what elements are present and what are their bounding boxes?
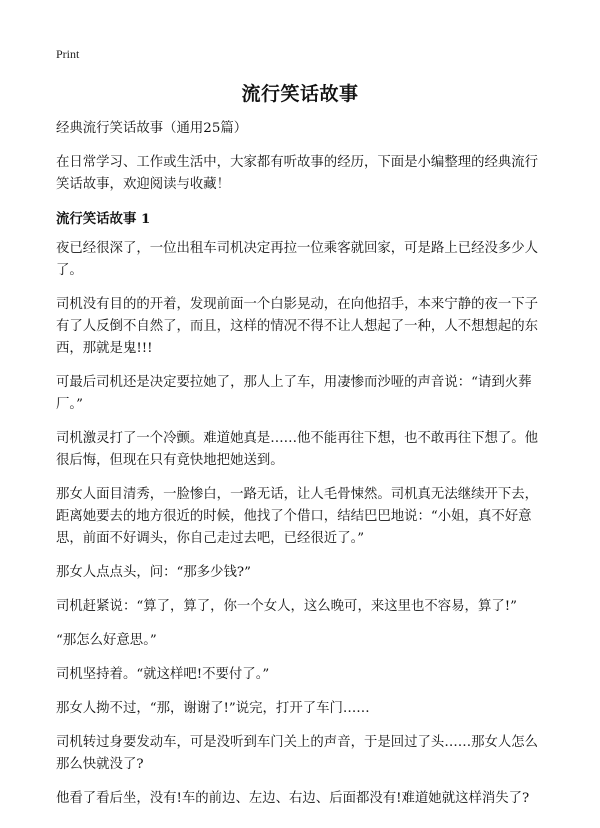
story-paragraph: 他看了看后坐，没有!车的前边、左边、右边、后面都没有!难道她就这样消失了? bbox=[56, 791, 530, 806]
article-title: 流行笑话故事 bbox=[241, 83, 359, 105]
story-paragraph: 司机激灵打了一个冷颤。难道她真是……他不能再往下想，也不敢再往下想了。他很后悔，但现在只有竟快地把她送到。 bbox=[56, 431, 539, 468]
article-subtitle: 经典流行笑话故事（通用25篇） bbox=[56, 121, 248, 136]
story-paragraph: 夜已经很深了，一位出租车司机决定再拉一位乘客就回家，可是路上已经没多少人了。 bbox=[56, 241, 539, 278]
story-paragraph: 那女人面目清秀，一脸惨白，一路无话，让人毛骨悚然。司机真无法继续开下去，距离她要去的地方很近的时候，他找了个借口，结结巴巴地说：“小姐，真不好意思，前面不好调头，你自己走过去吧，已经很近了。” bbox=[56, 487, 539, 546]
story-paragraph: 那女人点点头，问：“那多少钱?” bbox=[56, 565, 251, 580]
story-paragraph: 那女人拗不过，“那，谢谢了!”说完，打开了车门…… bbox=[56, 701, 370, 716]
story-paragraph: 司机转过身要发动车，可是没听到车门关上的声音，于是回过了头……那女人怎么那么快就没了? bbox=[56, 735, 539, 772]
section-heading: 流行笑话故事 1 bbox=[56, 211, 151, 227]
story-paragraph: 司机坚持着。“就这样吧!不要付了。” bbox=[56, 667, 270, 682]
intro-paragraph: 在日常学习、工作或生活中，大家都有听故事的经历，下面是小编整理的经典流行笑话故事，欢迎阅读与收藏！ bbox=[56, 155, 539, 192]
story-paragraph: “那怎么好意思。” bbox=[56, 633, 157, 648]
story-paragraph: 司机没有目的的开着，发现前面一个白影晃动，在向他招手，本来宁静的夜一下子有了人反倒不自然了，而且，这样的情况不得不让人想起了一种，人不想想起的东西，那就是鬼!!! bbox=[56, 297, 539, 356]
story-paragraph: 可最后司机还是决定要拉她了，那人上了车，用凄惨而沙哑的声音说：“请到火葬厂。” bbox=[56, 375, 532, 412]
story-paragraph: 司机赶紧说：“算了，算了，你一个女人，这么晚可，来这里也不容易，算了!” bbox=[56, 599, 517, 614]
print-link[interactable]: Print bbox=[56, 47, 80, 61]
article-body bbox=[56, 118, 550, 822]
